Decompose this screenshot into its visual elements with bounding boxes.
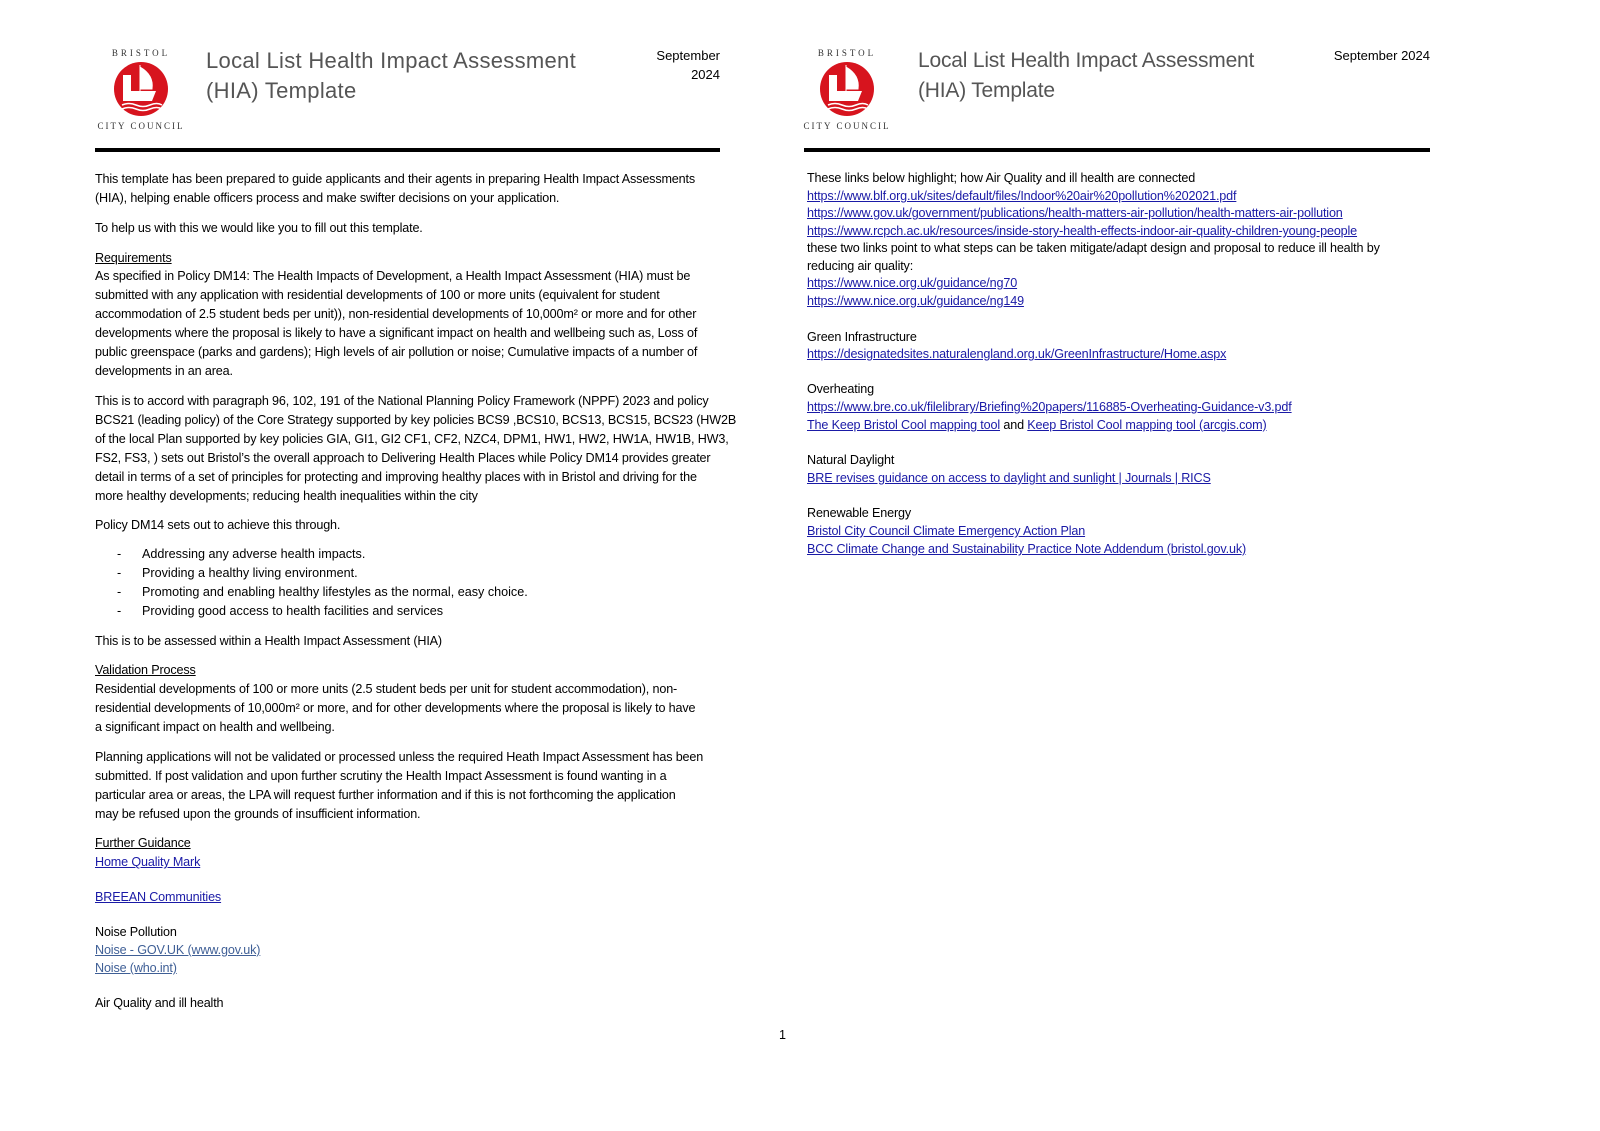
requirements-paragraph: As specified in Policy DM14: The Health Impacts of Development, a Health Impact Assessment (HIA) must be submitted with any application with residential developments of 100 or more units (equivalent for student accommodation of 2.5 student beds per unit)), non-residential developments of 10,000m² or more and for other developments where the proposal is likely to have a significant impact on health and wellbeing such as, Loss of public greenspace (parks and gardens); High levels of air pollution or noise; Cumulative impacts of a number of developments in an area. [95, 269, 698, 378]
bristol-city-council-logo [96, 43, 186, 133]
bullet-marker: - [117, 547, 122, 561]
daylight-link[interactable]: BRE revises guidance on access to daylight and sunlight | Journals | RICS [807, 471, 1211, 485]
noise-pollution-heading: Noise Pollution [95, 925, 177, 939]
bullet-marker: - [117, 604, 122, 618]
document-title: Local List Health Impact Assessment (HIA) Template [206, 48, 576, 103]
keep-bristol-cool-arcgis-link[interactable]: Keep Bristol Cool mapping tool (arcgis.com) [1027, 418, 1267, 432]
noise-who-link[interactable]: Noise (who.int) [95, 961, 177, 975]
document-date: September 2024 [656, 48, 720, 82]
planning-paragraph: Planning applications will not be validated or processed unless the required Heath Impact Assessment has been submitted. If post validation and upon further scrutiny the Health Impact Assessment is found wanting in a particular area or areas, the LPA will request further information and if this is not forthcoming the application may be refused upon the grounds of insufficient information. [95, 750, 704, 821]
mitigate-paragraph: these two links point to what steps can be taken mitigate/adapt design and proposal to reduce ill health by reducing air quality: [807, 241, 1380, 273]
bullet-marker: - [117, 585, 122, 599]
svg-text:CITY COUNCIL: CITY COUNCIL [803, 121, 891, 131]
air-quality-intro: These links below highlight; how Air Quality and ill health are connected [807, 171, 1196, 185]
natural-daylight-heading: Natural Daylight [807, 453, 895, 467]
list-item: Providing good access to health facilities and services [142, 604, 444, 618]
blf-link[interactable]: https://www.blf.org.uk/sites/default/files/Indoor%20air%20pollution%202021.pdf [807, 189, 1237, 203]
keep-bristol-cool-link[interactable]: The Keep Bristol Cool mapping tool [807, 418, 1001, 432]
document-title: Local List Health Impact Assessment (HIA) Template [918, 49, 1255, 102]
header-rule [804, 148, 1430, 152]
page-number: 1 [779, 1028, 786, 1042]
green-infrastructure-link[interactable]: https://designatedsites.naturalengland.org.uk/GreenInfrastructure/Home.aspx [807, 347, 1227, 361]
nice-ng149-link[interactable]: https://www.nice.org.uk/guidance/ng149 [807, 294, 1024, 308]
home-quality-mark-link[interactable]: Home Quality Mark [95, 855, 201, 869]
assessed-paragraph: This is to be assessed within a Health Impact Assessment (HIA) [95, 634, 442, 648]
intro-paragraph: This template has been prepared to guide applicants and their agents in preparing Health Impact Assessments (HIA), helping enable officers process and make swifter decisions on your application. [95, 172, 696, 205]
help-paragraph: To help us with this we would like you to fill out this template. [95, 221, 423, 235]
climate-emergency-link[interactable]: Bristol City Council Climate Emergency Action Plan [807, 524, 1086, 538]
noise-gov-link[interactable]: Noise - GOV.UK (www.gov.uk) [95, 943, 261, 957]
nppf-paragraph: This is to accord with paragraph 96, 102, 191 of the National Planning Policy Framework (NPPF) 2023 and policy BCS21 (leading policy) of the Core Strategy supported by key policies BCS9 ,BCS10, BCS13, BCS15, BCS23 (HW2B of the local Plan supported by key policies GIA, GI1, GI2 CF1, CF2, NZC4, DPM1, HW1, HW2, HW1A, HW1B, HW3, FS2, FS3, ) sets out Bristol’s the overall approach to Delivering Health Places while Policy DM14 provides greater detail in terms of a set of principles for protecting and improving healthy places with in Bristol and driving for the more healthy developments; reducing health inequalities within the city [95, 394, 737, 503]
svg-text:BRISTOL: BRISTOL [111, 48, 171, 58]
requirements-heading: Requirements [95, 251, 172, 265]
document-date: September 2024 [1333, 48, 1430, 63]
overheating-link[interactable]: https://www.bre.co.uk/filelibrary/Briefing%20papers/116885-Overheating-Guidance-v3.pdf [807, 400, 1292, 414]
list-item: Promoting and enabling healthy lifestyles as the normal, easy choice. [142, 585, 528, 599]
further-guidance-heading: Further Guidance [95, 836, 191, 850]
keep-bristol-cool-line [807, 417, 1267, 435]
bristol-city-council-logo [802, 43, 892, 133]
header-rule [95, 148, 720, 152]
svg-text:CITY COUNCIL: CITY COUNCIL [97, 121, 185, 131]
overheating-heading: Overheating [807, 382, 874, 396]
svg-text:BRISTOL: BRISTOL [817, 48, 877, 58]
list-item: Addressing any adverse health impacts. [142, 547, 366, 561]
nice-ng70-link[interactable]: https://www.nice.org.uk/guidance/ng70 [807, 276, 1018, 290]
gov-air-pollution-link[interactable]: https://www.gov.uk/government/publications/health-matters-air-pollution/health-matters-air-pollution [807, 206, 1343, 220]
validation-heading: Validation Process [95, 663, 196, 677]
validation-paragraph: Residential developments of 100 or more units (2.5 student beds per unit for student accommodation), non- residential developments of 10,000m² or more, and for other developments where the proposal is likely to have a significant impact on health and wellbeing. [95, 682, 696, 734]
renewable-energy-heading: Renewable Energy [807, 506, 912, 520]
climate-practice-note-link[interactable]: BCC Climate Change and Sustainability Practice Note Addendum (bristol.gov.uk) [807, 542, 1247, 556]
rcpch-link[interactable]: https://www.rcpch.ac.uk/resources/inside-story-health-effects-indoor-air-quality-children-young-people [807, 224, 1358, 238]
bullet-marker: - [117, 566, 122, 580]
list-item: Providing a healthy living environment. [142, 566, 358, 580]
air-quality-heading: Air Quality and ill health [95, 996, 224, 1010]
green-infrastructure-heading: Green Infrastructure [807, 330, 917, 344]
policy-intro: Policy DM14 sets out to achieve this through. [95, 518, 341, 532]
breean-communities-link[interactable]: BREEAN Communities [95, 890, 222, 904]
and-text: and [1000, 418, 1028, 432]
